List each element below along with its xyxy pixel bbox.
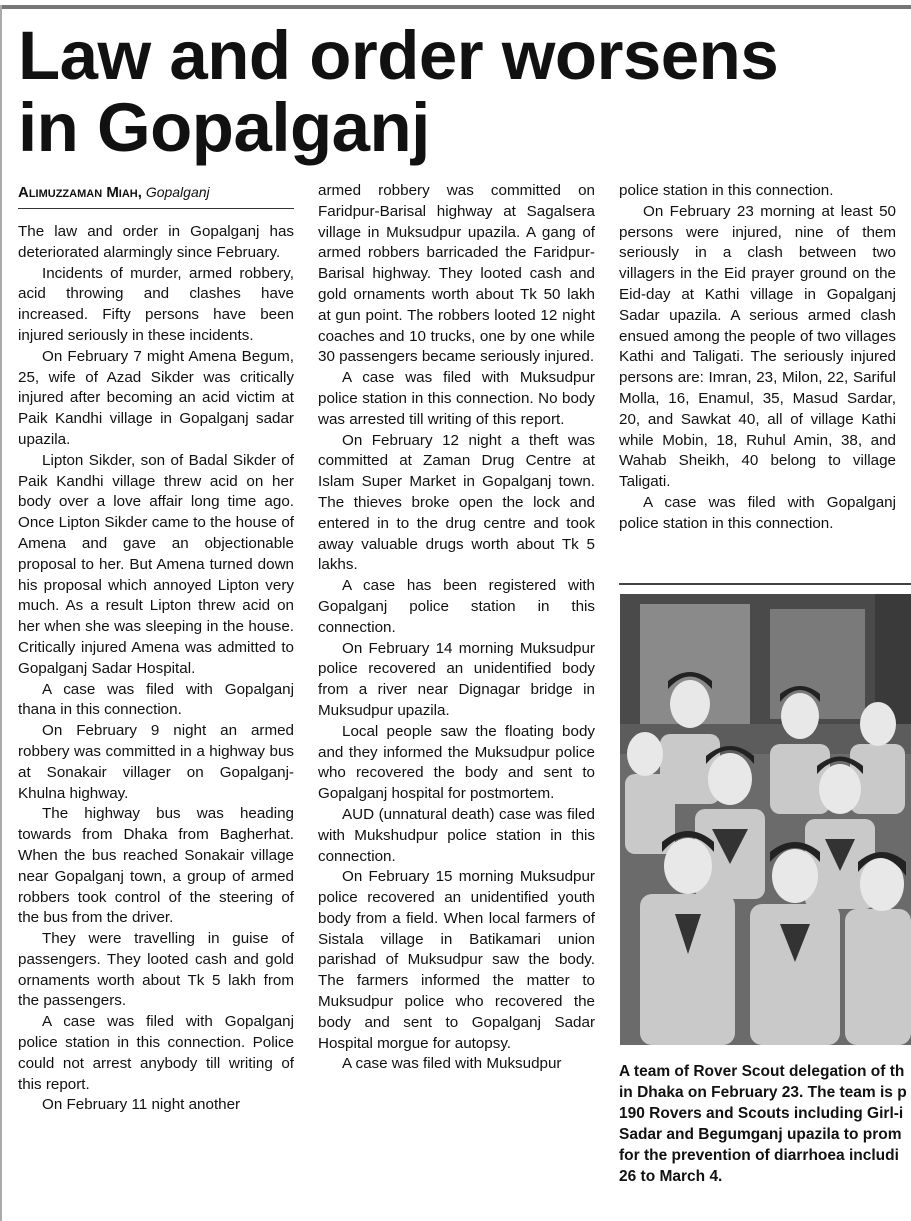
caption-line: 190 Rovers and Scouts including Girl-i bbox=[619, 1105, 904, 1122]
caption-line: A team of Rover Scout delegation of th bbox=[619, 1063, 905, 1080]
paragraph: On February 11 night another bbox=[42, 1096, 241, 1114]
caption-line: in Dhaka on February 23. The team is p bbox=[619, 1084, 907, 1101]
paragraph: Incidents of murder, armed robbery, acid throwing and clashes have increased. Fifty persons have been injured seriously in these incidents. bbox=[18, 264, 294, 344]
photo-illustration bbox=[620, 594, 911, 1045]
headline bbox=[18, 17, 779, 166]
byline bbox=[18, 182, 294, 203]
paragraph: police station in this connection. bbox=[619, 182, 834, 199]
paragraph: A case was filed with Gopalganj thana in this connection. bbox=[18, 680, 294, 719]
paragraph: The highway bus was heading towards from Dhaka from Bagherhat. When the bus reached Sonakair village near Gopalganj town, a group of armed robbers took control of the steering of the bus from the driver. bbox=[18, 805, 294, 927]
paragraph: A case was filed with Gopalganj police station in this connection. bbox=[619, 493, 896, 532]
left-border bbox=[0, 5, 2, 1221]
article-column-1 bbox=[18, 222, 294, 1116]
paragraph: They were travelling in guise of passengers. They looted cash and gold ornaments worth about Tk 5 lakh from the passengers. bbox=[18, 930, 294, 1010]
paragraph: On February 14 morning Muksudpur police recovered an unidentified body from a river near Dignagar bridge in Muksudpur upazila. bbox=[318, 639, 595, 719]
column-rule bbox=[619, 583, 911, 585]
article-column-3 bbox=[619, 181, 896, 535]
paragraph: Local people saw the floating body and they informed the Muksudpur police who recovered the body and sent to Gopalganj hospital for postmortem. bbox=[318, 722, 595, 803]
paragraph: A case has been registered with Gopalganj police station in this connection. bbox=[318, 577, 595, 636]
headline-line-2: in Gopalganj bbox=[18, 89, 430, 166]
scout-group-photo bbox=[620, 594, 911, 1045]
author-name: Alimuzzaman Miah, bbox=[18, 184, 142, 201]
paragraph: A case was filed with Muksudpur police station in this connection. No body was arrested till writing of this report. bbox=[318, 369, 595, 428]
headline-line-1: Law and order worsens bbox=[18, 17, 779, 94]
byline-rule bbox=[18, 208, 294, 209]
paragraph: A case was filed with Muksudpur bbox=[342, 1055, 562, 1073]
paragraph: On February 12 night a theft was committed at Zaman Drug Centre at Islam Super Market in Gopalganj town. The thieves broke open the lock and entered in to the drug centre and took away valuable drugs worth about Tk 5 lakhs. bbox=[318, 431, 595, 574]
paragraph: The law and order in Gopalganj has deteriorated alarmingly since February. bbox=[18, 223, 294, 261]
paragraph: armed robbery was committed on Faridpur-Barisal highway at Sagalsera village in Muksudpur upazila. A gang of armed robbers barricaded the Faridpur-Barisal highway. They looted cash and gold ornaments worth about Tk 50 lakh at gun point. The robbers looted 12 night coaches and 10 trucks, one by one while 30 passengers became seriously injured. bbox=[318, 182, 595, 366]
paragraph: On February 9 night an armed robbery was committed in a highway bus at Sonakair villager on Gopalganj-Khulna highway. bbox=[18, 722, 294, 802]
caption-line: for the prevention of diarrhoea includi bbox=[619, 1147, 899, 1164]
paragraph: On February 7 might Amena Begum, 25, wife of Azad Sikder was critically injured after becoming an acid victim at Paik Kandhi village in Gopalganj sadar upazila. bbox=[18, 347, 294, 448]
paragraph: AUD (unnatural death) case was filed with Mukshudpur police station in this connection. bbox=[318, 805, 595, 865]
top-rule bbox=[0, 5, 911, 9]
caption-line: Sadar and Begumganj upazila to prom bbox=[619, 1126, 902, 1143]
article-column-2 bbox=[318, 181, 595, 1075]
paragraph: On February 23 morning at least 50 persons were injured, nine of them seriously in a clash between two villagers in the Eid prayer ground on the Eid-day at Kathi village in Gopalganj Sadar upazila. A serious armed clash ensued among the people of two villages Kathi and Taligati. The seriously injured persons are: Imran, 23, Milon, 22, Sariful Molla, 16, Enamul, 35, Masud Sardar, 20, and Sawkat 40, all of village Kathi while Mobin, 18, Ruhul Amin, 38, and Wahab Sheikh, 40 belong to village Taligati. bbox=[619, 202, 896, 491]
paragraph: On February 15 morning Muksudpur police recovered an unidentified youth body from a field. When local farmers of Sistala village in Batikamari union parishad of Muksudpur saw the body. The farmers informed the matter to Muksudpur police who recovered the body and sent to Gopalganj Sadar Hospital morgue for autopsy. bbox=[318, 868, 595, 1052]
author-location: Gopalganj bbox=[145, 184, 210, 200]
paragraph: A case was filed with Gopalganj police station in this connection. Police could not arrest anybody till writing of this report. bbox=[18, 1013, 294, 1093]
paragraph: Lipton Sikder, son of Badal Sikder of Paik Kandhi village threw acid on her body over a love affair long time ago. Once Lipton Sikder came to the house of Amena and gave an objectionable proposal to her. But Amena turned down his proposal which annoyed Lipton very much. As a result Lipton threw acid on her when she was sleeping in the house. Critically injured Amena was admitted to Gopalganj Sadar Hospital. bbox=[18, 451, 294, 677]
caption-line: 26 to March 4. bbox=[619, 1168, 723, 1185]
photo-caption bbox=[619, 1061, 911, 1201]
